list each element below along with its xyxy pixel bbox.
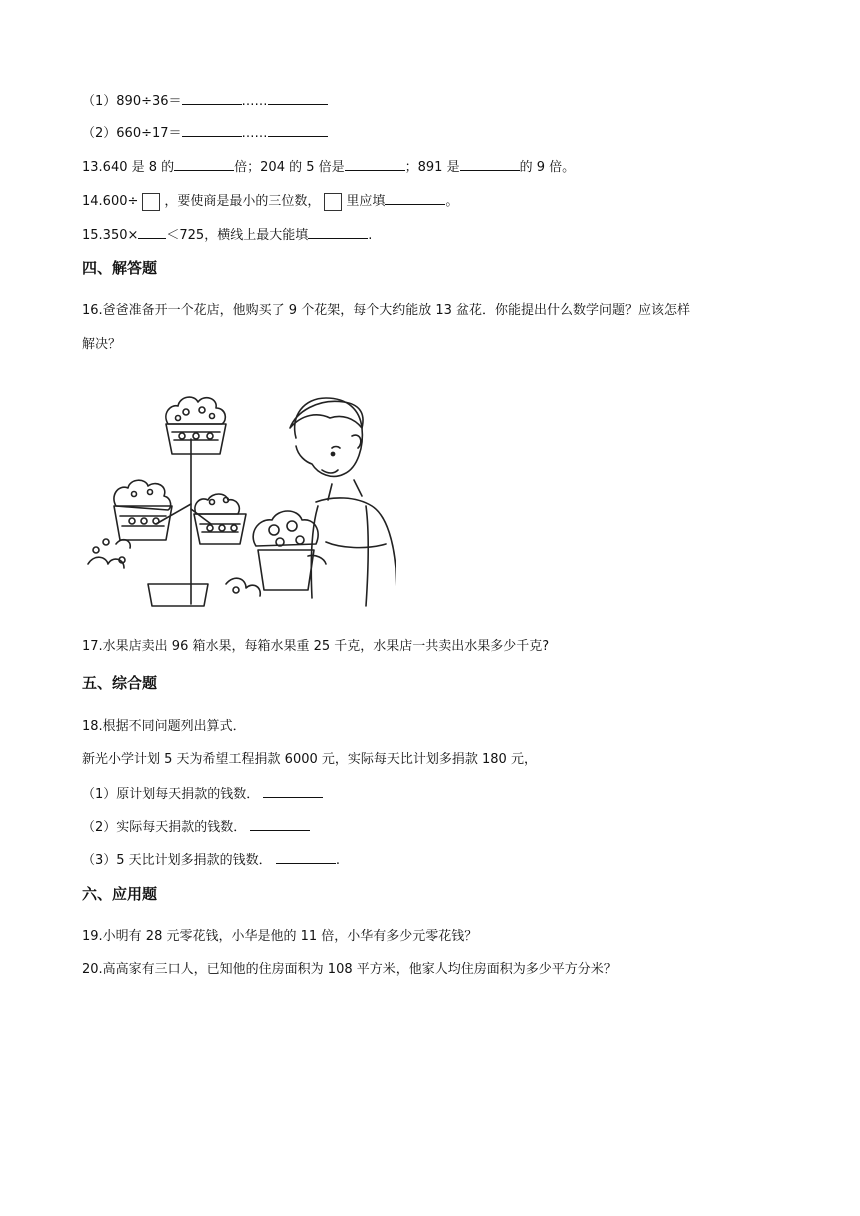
section-heading-4: 四、解答题 [82,259,158,277]
q18-part2-text: （2）实际每天捐款的钱数． [82,820,247,835]
stand-arm-left [156,504,191,524]
answer-blank[interactable] [250,818,310,831]
question-16-line2: 解决？ [82,337,122,352]
flower-shop-illustration [86,374,396,626]
question-18-context: 新光小学计划 5 天为希望工程捐款 6000 元，实际每天比计划多捐款 180 元， [82,752,537,767]
question-18-part1 [82,785,323,804]
q13-text-d: 的 9 倍。 [519,160,576,175]
answer-blank[interactable] [138,226,166,239]
q13-text-c: ；891 是 [404,160,460,175]
answer-blank[interactable] [182,92,242,105]
answer-blank[interactable] [174,158,234,171]
answer-blank[interactable] [268,124,328,137]
q14-text-c: 里应填 [346,194,386,209]
q12-part2 [82,124,328,143]
question-18-part3 [82,851,340,870]
question-14 [82,192,458,211]
answer-blank[interactable] [263,785,323,798]
answer-blank[interactable] [385,192,445,205]
question-15 [82,226,372,245]
answer-blank[interactable] [268,92,328,105]
question-19: 19.小明有 28 元零花钱，小华是他的 11 倍，小华有多少元零花钱？ [82,929,478,944]
q13-text-a: 13.640 是 8 的 [82,160,175,175]
answer-blank[interactable] [460,158,520,171]
question-20: 20.高高家有三口人，已知他的住房面积为 108 平方米，他家人均住房面积为多少平方分米？ [82,962,617,977]
q18-part3-text: （3）5 天比计划多捐款的钱数． [82,853,272,868]
q14-text-b: ，要使商是最小的三位数， [164,194,321,209]
q12-part1 [82,92,328,111]
left-flower-pot [114,480,172,540]
empty-box[interactable] [324,193,342,211]
top-flower-pot [166,397,226,454]
boy-figure [290,398,396,614]
q12-part2-text: （2）660÷17＝ [82,126,182,141]
answer-blank[interactable] [345,158,405,171]
q12-part1-text: （1）890÷36＝ [82,94,182,109]
q12-part1-sep: …… [241,94,268,109]
section-heading-6: 六、应用题 [82,885,158,903]
answer-blank[interactable] [308,226,368,239]
right-flower-pot [194,494,246,544]
question-18-part2 [82,818,310,837]
answer-blank[interactable] [276,851,336,864]
q18-part3-end: . [335,853,340,868]
q14-text-d: 。 [445,194,459,209]
question-16-line1: 16.爸爸准备开一个花店，他购买了 9 个花架，每个大约能放 13 盆花．你能提出什么数学问题？应该怎样 [82,303,691,318]
question-17: 17.水果店卖出 96 箱水果，每箱水果重 25 千克，水果店一共卖出水果多少千克? [82,639,550,654]
q14-text-a: 14.600÷ [82,194,139,209]
section-heading-5: 五、综合题 [82,674,158,692]
q13-text-b: 倍；204 的 5 倍是 [234,160,345,175]
q15-text-a: 15.350× [82,228,139,243]
question-18-title: 18.根据不同问题列出算式． [82,719,246,734]
empty-box[interactable] [142,193,160,211]
bottom-basket [148,584,208,606]
q12-part2-sep: …… [241,126,268,141]
q18-part1-text: （1）原计划每天捐款的钱数． [82,787,260,802]
q15-text-b: ＜725，横线上最大能填 [166,228,309,243]
answer-blank[interactable] [182,124,242,137]
q15-text-c: . [368,228,373,243]
question-13 [82,158,575,177]
